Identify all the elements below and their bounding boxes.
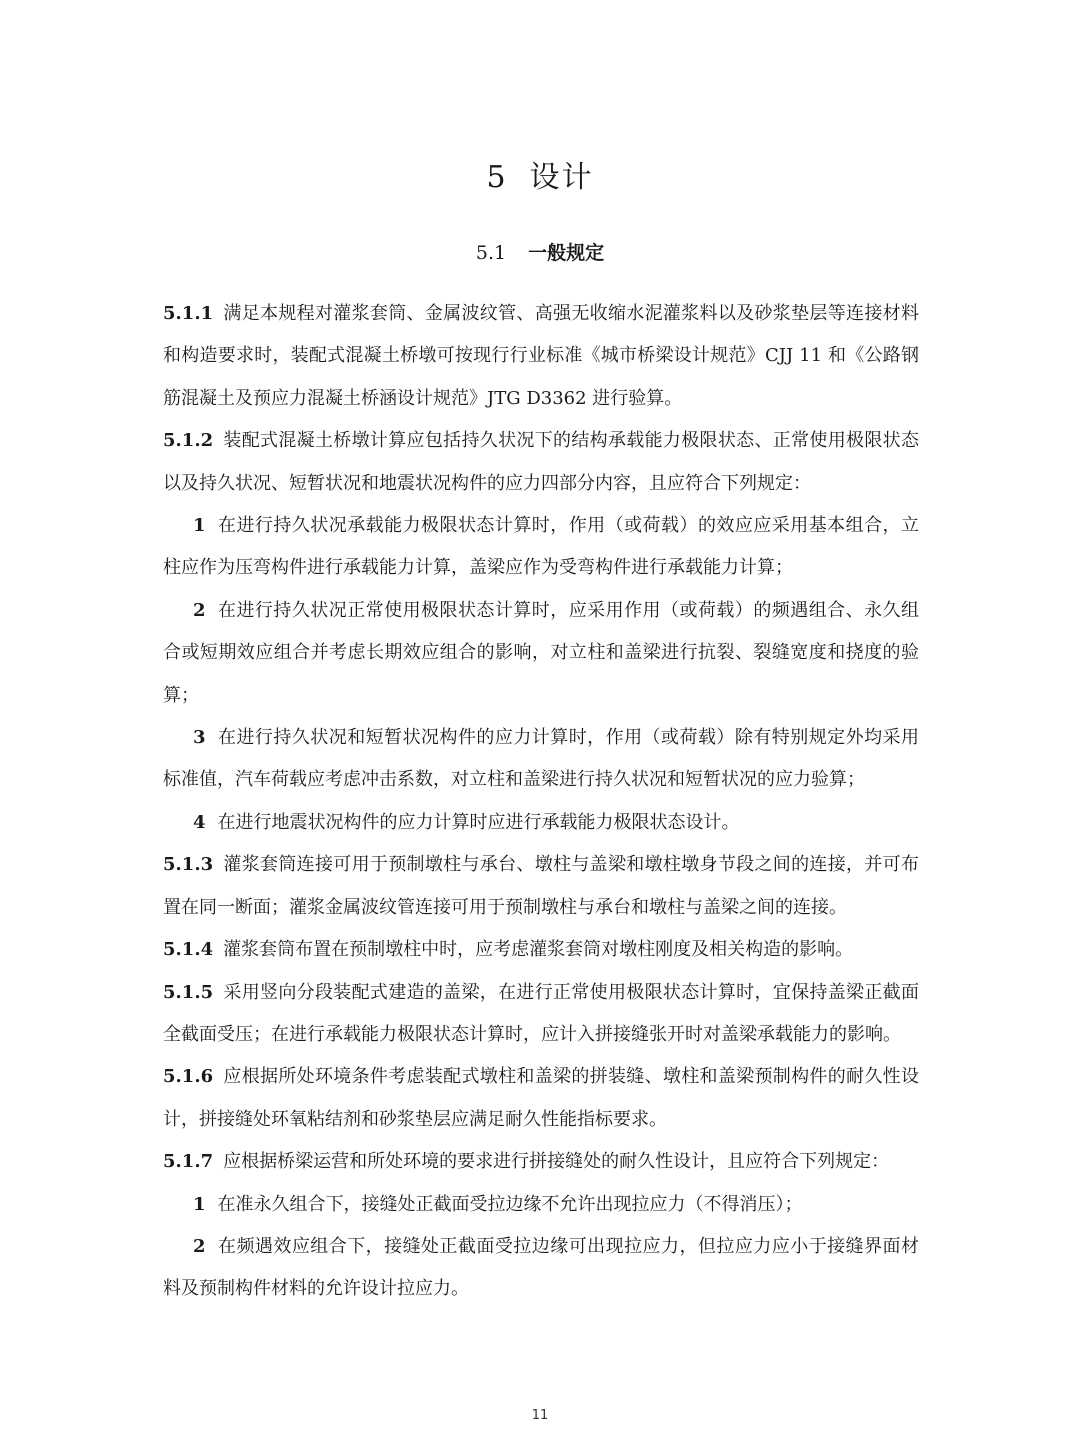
clause-text: 装配式混凝土桥墩计算应包括持久状况下的结构承载能力极限状态、正常使用极限状态以及持久状况、短暂状况和地震状况构件的应力四部分内容，且应符合下列规定： bbox=[163, 430, 919, 494]
item-text: 在进行持久状况承载能力极限状态计算时，作用（或荷载）的效应应采用基本组合，立柱应作为压弯构件进行承载能力计算，盖梁应作为受弯构件进行承载能力计算； bbox=[163, 515, 919, 579]
clause-5-1-3 bbox=[163, 844, 919, 929]
item-text: 在进行持久状况正常使用极限状态计算时，应采用作用（或荷载）的频遇组合、永久组合或短期效应组合并考虑长期效应组合的影响，对立柱和盖梁进行抗裂、裂缝宽度和挠度的验算； bbox=[163, 599, 919, 706]
item-number: 2 bbox=[193, 599, 206, 621]
clause-number: 5.1.7 bbox=[163, 1151, 214, 1173]
item-number: 1 bbox=[193, 515, 206, 537]
clause-number: 5.1.1 bbox=[163, 303, 214, 324]
clause-number: 5.1.3 bbox=[163, 854, 214, 876]
clause-text: 满足本规程对灌浆套筒、金属波纹管、高强无收缩水泥灌浆料以及砂浆垫层等连接材料和构造要求时，装配式混凝土桥墩可按现行行业标准《城市桥梁设计规范》CJJ 11 和《公路钢筋混凝土及预应力混凝土桥涵设计规范》JTG D3362 进行验算。 bbox=[163, 303, 919, 409]
clause-5-1-5 bbox=[163, 972, 919, 1057]
clause-5-1-4 bbox=[163, 929, 919, 971]
clause-5-1-7-item-2 bbox=[163, 1226, 919, 1311]
clause-5-1-7 bbox=[163, 1141, 919, 1183]
item-number: 3 bbox=[193, 727, 206, 749]
clause-number: 5.1.2 bbox=[163, 430, 214, 452]
item-text: 在进行地震状况构件的应力计算时应进行承载能力极限状态设计。 bbox=[217, 811, 740, 833]
clause-number: 5.1.6 bbox=[163, 1066, 214, 1088]
section-name: 一般规定 bbox=[528, 242, 605, 264]
item-text: 在准永久组合下，接缝处正截面受拉边缘不允许出现拉应力（不得消压）； bbox=[217, 1193, 803, 1215]
item-number: 2 bbox=[193, 1235, 206, 1257]
clause-5-1-2-item-2 bbox=[163, 590, 919, 717]
chapter-number: 5 bbox=[486, 160, 508, 195]
clause-5-1-2-item-3 bbox=[163, 717, 919, 802]
section-number: 5.1 bbox=[475, 242, 507, 264]
clause-5-1-7-item-1 bbox=[163, 1184, 919, 1226]
page-number: 11 bbox=[531, 1408, 549, 1423]
item-number: 1 bbox=[193, 1193, 206, 1215]
item-text: 在频遇效应组合下，接缝处正截面受拉边缘可出现拉应力，但拉应力应小于接缝界面材料及预制构件材料的允许设计拉应力。 bbox=[163, 1235, 919, 1300]
chapter-name: 设计 bbox=[529, 160, 594, 195]
clause-text: 灌浆套筒连接可用于预制墩柱与承台、墩柱与盖梁和墩柱墩身节段之间的连接，并可布置在同一断面；灌浆金属波纹管连接可用于预制墩柱与承台和墩柱与盖梁之间的连接。 bbox=[163, 854, 919, 918]
clause-number: 5.1.4 bbox=[163, 939, 214, 961]
clause-5-1-2 bbox=[163, 420, 919, 505]
clause-5-1-1 bbox=[163, 293, 919, 420]
section-title bbox=[0, 238, 1080, 265]
clause-text: 应根据桥梁运营和所处环境的要求进行拼接缝处的耐久性设计，且应符合下列规定： bbox=[223, 1151, 890, 1173]
clause-5-1-2-item-4 bbox=[163, 802, 919, 844]
clause-number: 5.1.5 bbox=[163, 981, 214, 1003]
clause-text: 应根据所处环境条件考虑装配式墩柱和盖梁的拼装缝、墩柱和盖梁预制构件的耐久性设计，拼接缝处环氧粘结剂和砂浆垫层应满足耐久性能指标要求。 bbox=[163, 1066, 919, 1130]
clause-5-1-6 bbox=[163, 1056, 919, 1141]
chapter-title bbox=[0, 152, 1080, 196]
clause-text: 采用竖向分段装配式建造的盖梁，在进行正常使用极限状态计算时，宜保持盖梁正截面全截面受压；在进行承载能力极限状态计算时，应计入拼接缝张开时对盖梁承载能力的影响。 bbox=[163, 981, 919, 1045]
item-text: 在进行持久状况和短暂状况构件的应力计算时，作用（或荷载）除有特别规定外均采用标准值，汽车荷载应考虑冲击系数，对立柱和盖梁进行持久状况和短暂状况的应力验算； bbox=[163, 727, 919, 791]
item-number: 4 bbox=[193, 811, 206, 833]
document-body bbox=[163, 293, 919, 1311]
clause-5-1-2-item-1 bbox=[163, 505, 919, 590]
clause-text: 灌浆套筒布置在预制墩柱中时，应考虑灌浆套筒对墩柱刚度及相关构造的影响。 bbox=[223, 939, 854, 961]
